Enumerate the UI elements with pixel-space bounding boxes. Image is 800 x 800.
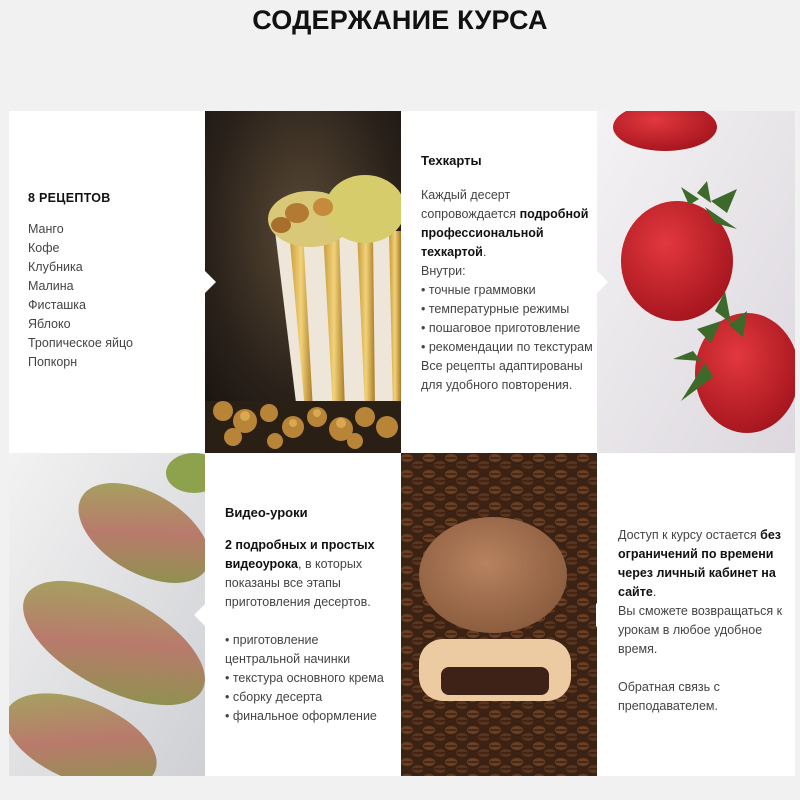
strawberry-image bbox=[597, 111, 795, 453]
page-title: СОДЕРЖАНИЕ КУРСА bbox=[252, 5, 548, 35]
techcards-list-item: • точные граммовки bbox=[421, 283, 536, 297]
recipes-card bbox=[9, 111, 205, 453]
recipe-item: Кофе bbox=[28, 241, 60, 255]
coffee-cookie-dessert-photo bbox=[401, 453, 597, 776]
access-feedback: Обратная связь с преподавателем. bbox=[618, 680, 720, 713]
techcards-intro-end: . bbox=[482, 245, 487, 259]
video-card bbox=[205, 453, 401, 776]
access-notch bbox=[596, 603, 608, 627]
recipe-item: Клубника bbox=[28, 260, 83, 274]
strawberry-dessert-photo bbox=[597, 111, 795, 453]
access-text-start: Доступ к курсу остается bbox=[618, 528, 761, 542]
video-list-item: • финальное оформление bbox=[225, 709, 377, 723]
video-intro-text: , в которых показаны все этапы приготовления десертов. bbox=[225, 557, 371, 609]
course-content-grid bbox=[9, 111, 795, 776]
access-text bbox=[618, 526, 790, 602]
techcards-intro-text: Каждый десерт сопровождается bbox=[421, 188, 520, 221]
techcards-list-item: • рекомендации по текстурам bbox=[421, 340, 593, 354]
video-intro bbox=[225, 536, 397, 612]
strawberry-notch bbox=[597, 270, 608, 294]
recipe-item: Фисташка bbox=[28, 298, 86, 312]
techcards-list-item: • пошаговое приготовление bbox=[421, 321, 581, 335]
access-text-bold: без ограничений по времени через личный кабинет на сайте bbox=[618, 528, 781, 599]
recipes-list bbox=[28, 220, 133, 372]
techcards-inside-label: Внутри: bbox=[421, 264, 466, 278]
recipe-item: Попкорн bbox=[28, 355, 78, 369]
video-intro-bold: 2 подробных и простых видеоурока bbox=[225, 538, 375, 571]
video-heading: Видео-уроки bbox=[225, 505, 308, 520]
techcards-card bbox=[401, 111, 597, 453]
techcards-outro: Все рецепты адаптированы для удобного повторения. bbox=[421, 359, 583, 392]
access-card bbox=[597, 453, 795, 776]
popcorn-image bbox=[205, 111, 401, 453]
popcorn-dessert-photo bbox=[205, 111, 401, 453]
techcards-intro bbox=[421, 186, 593, 262]
coffee-image bbox=[401, 453, 597, 776]
recipes-heading: 8 РЕЦЕПТОВ bbox=[28, 191, 111, 205]
popcorn-notch bbox=[205, 270, 216, 294]
access-text-end: . bbox=[652, 585, 657, 599]
video-list bbox=[225, 631, 397, 726]
pistachio-eclair-photo bbox=[9, 453, 205, 776]
techcards-list-item: • температурные режимы bbox=[421, 302, 570, 316]
video-list-item: • приготовление центральной начинки bbox=[225, 633, 351, 666]
recipe-item: Яблоко bbox=[28, 317, 71, 331]
techcards-heading: Техкарты bbox=[421, 153, 482, 168]
pistachio-image bbox=[9, 453, 205, 776]
access-return-text: Вы сможете возвращаться к урокам в любое удобное время. bbox=[618, 604, 783, 656]
techcards-list bbox=[421, 281, 593, 357]
recipe-item: Манго bbox=[28, 222, 64, 236]
pistachio-notch bbox=[194, 603, 205, 627]
recipe-item: Малина bbox=[28, 279, 74, 293]
techcards-intro-bold: подробной профессиональной техкартой bbox=[421, 207, 589, 259]
video-list-item: • текстура основного крема bbox=[225, 671, 384, 685]
recipe-item: Тропическое яйцо bbox=[28, 336, 134, 350]
video-list-item: • сборку десерта bbox=[225, 690, 323, 704]
